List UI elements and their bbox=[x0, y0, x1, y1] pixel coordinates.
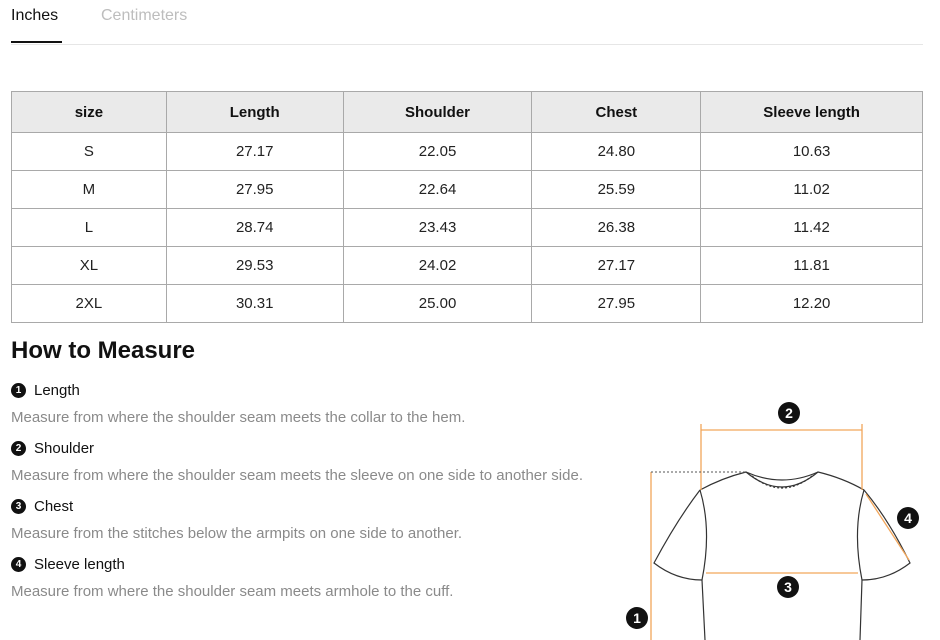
tab-centimeters[interactable]: Centimeters bbox=[101, 7, 188, 24]
number-2-icon: 2 bbox=[11, 441, 26, 456]
tshirt-svg bbox=[620, 395, 940, 640]
size-chart-table bbox=[11, 91, 923, 323]
cell-chest: 27.17 bbox=[532, 247, 701, 285]
table-row bbox=[12, 247, 923, 285]
cell-sleeve-length: 10.63 bbox=[701, 133, 923, 171]
measure-label: Sleeve length bbox=[34, 555, 125, 573]
number-4-icon: 4 bbox=[11, 557, 26, 572]
table-row bbox=[12, 133, 923, 171]
cell-size: 2XL bbox=[12, 285, 167, 323]
cell-size: L bbox=[12, 209, 167, 247]
measure-description: Measure from the stitches below the armpits on one side to another. bbox=[11, 525, 463, 542]
cell-length: 27.95 bbox=[166, 171, 343, 209]
table-row bbox=[12, 171, 923, 209]
measure-label: Shoulder bbox=[34, 439, 95, 457]
badge-4-icon bbox=[897, 507, 919, 529]
tshirt-outline bbox=[654, 472, 910, 640]
svg-text:4: 4 bbox=[904, 510, 912, 526]
cell-shoulder: 22.05 bbox=[343, 133, 532, 171]
cell-size: S bbox=[12, 133, 167, 171]
number-3-icon: 3 bbox=[11, 499, 26, 514]
table-header-row bbox=[12, 92, 923, 133]
cell-length: 28.74 bbox=[166, 209, 343, 247]
tab-inches[interactable]: Inches bbox=[11, 7, 59, 24]
cell-chest: 25.59 bbox=[532, 171, 701, 209]
cell-chest: 27.95 bbox=[532, 285, 701, 323]
header-chest: Chest bbox=[532, 92, 701, 133]
cell-length: 27.17 bbox=[166, 133, 343, 171]
measure-label: Length bbox=[34, 381, 80, 399]
cell-size: XL bbox=[12, 247, 167, 285]
svg-text:1: 1 bbox=[633, 610, 641, 626]
measure-description: Measure from where the shoulder seam meets the collar to the hem. bbox=[11, 409, 466, 426]
measure-description: Measure from where the shoulder seam meets the sleeve on one side to another side. bbox=[11, 467, 583, 484]
table-row bbox=[12, 285, 923, 323]
cell-shoulder: 24.02 bbox=[343, 247, 532, 285]
tshirt-measurement-diagram bbox=[620, 395, 940, 640]
measure-item-sleeve-length bbox=[11, 554, 611, 612]
header-size: size bbox=[12, 92, 167, 133]
measure-item-shoulder bbox=[11, 438, 611, 496]
badge-1-icon bbox=[626, 607, 648, 629]
cell-chest: 26.38 bbox=[532, 209, 701, 247]
measure-label: Chest bbox=[34, 497, 74, 515]
cell-sleeve-length: 11.81 bbox=[701, 247, 923, 285]
number-1-icon: 1 bbox=[11, 383, 26, 398]
table-row bbox=[12, 209, 923, 247]
cell-size: M bbox=[12, 171, 167, 209]
cell-chest: 24.80 bbox=[532, 133, 701, 171]
measure-instructions bbox=[11, 380, 611, 612]
how-to-measure-title: How to Measure bbox=[11, 337, 196, 364]
measure-item-length bbox=[11, 380, 611, 438]
svg-text:2: 2 bbox=[785, 405, 793, 421]
cell-sleeve-length: 12.20 bbox=[701, 285, 923, 323]
cell-sleeve-length: 11.42 bbox=[701, 209, 923, 247]
active-tab-indicator bbox=[11, 41, 62, 43]
measurement-lines bbox=[651, 424, 909, 640]
cell-length: 30.31 bbox=[166, 285, 343, 323]
svg-text:3: 3 bbox=[784, 579, 792, 595]
measure-description: Measure from where the shoulder seam meets armhole to the cuff. bbox=[11, 583, 454, 600]
measure-item-chest bbox=[11, 496, 611, 554]
header-sleeve-length: Sleeve length bbox=[701, 92, 923, 133]
badge-2-icon bbox=[778, 402, 800, 424]
header-length: Length bbox=[166, 92, 343, 133]
cell-sleeve-length: 11.02 bbox=[701, 171, 923, 209]
header-shoulder: Shoulder bbox=[343, 92, 532, 133]
cell-shoulder: 25.00 bbox=[343, 285, 532, 323]
cell-shoulder: 22.64 bbox=[343, 171, 532, 209]
badge-3-icon bbox=[777, 576, 799, 598]
unit-tabs bbox=[11, 0, 923, 45]
cell-length: 29.53 bbox=[166, 247, 343, 285]
cell-shoulder: 23.43 bbox=[343, 209, 532, 247]
